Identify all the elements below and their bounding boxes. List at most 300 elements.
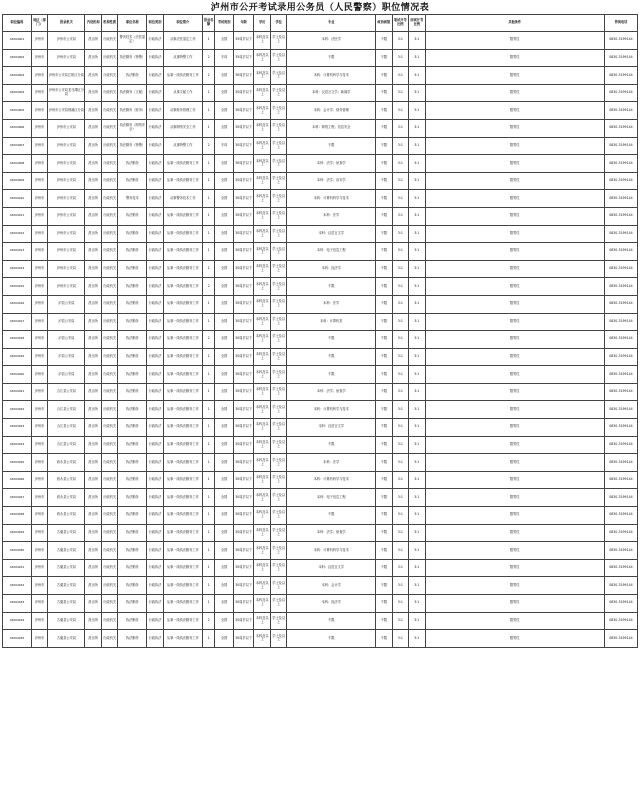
table-cell: 派出所	[85, 32, 101, 50]
table-cell: 派出所	[85, 595, 101, 613]
table-cell: 行政执法	[147, 67, 163, 85]
table-cell: 本科及以上	[254, 331, 270, 349]
table-cell: 限男性	[425, 32, 604, 50]
table-cell: 不限	[376, 49, 392, 67]
table-cell: 43204023	[3, 419, 32, 437]
table-cell: 行政执法	[147, 172, 163, 190]
column-header: 内设机构	[85, 15, 101, 32]
table-cell: 不限	[376, 419, 392, 437]
table-cell: 合江县公安局	[48, 401, 85, 419]
table-row	[3, 32, 638, 50]
table-cell: 43204015	[3, 278, 32, 296]
table-cell: 0830-3199144	[604, 137, 637, 155]
table-cell: 0830-3199144	[604, 366, 637, 384]
table-cell: 泸州市	[31, 454, 47, 472]
table-cell: 行政机关	[101, 436, 117, 454]
table-cell: 不限	[376, 507, 392, 525]
table-cell: 派出所	[85, 454, 101, 472]
table-row	[3, 595, 638, 613]
column-header: 咨询电话	[604, 15, 637, 32]
table-cell: 学士及以上	[270, 313, 286, 331]
table-cell: 执法勤务	[118, 454, 147, 472]
table-cell: 本科及以上	[254, 225, 270, 243]
table-cell: 30周岁以下	[233, 207, 254, 225]
table-cell: 0830-3199144	[604, 419, 637, 437]
table-cell: 3:1	[409, 559, 425, 577]
table-cell: 本科及以上	[254, 366, 270, 384]
table-cell: 全国	[215, 295, 234, 313]
table-cell: 限男性	[425, 419, 604, 437]
table-cell: 泸州市公安局	[48, 172, 85, 190]
table-cell: 0830-3199144	[604, 542, 637, 560]
table-cell: 30周岁以下	[233, 542, 254, 560]
table-cell: 从事一线执法勤务工作	[163, 507, 202, 525]
table-cell: 本科及以上	[254, 595, 270, 613]
table-cell: 从事一线执法勤务工作	[163, 436, 202, 454]
table-cell: 泸州市公安局	[48, 155, 85, 173]
table-cell: 不限	[287, 507, 376, 525]
table-cell: 43204005	[3, 102, 32, 120]
table-cell: 30周岁以下	[233, 243, 254, 261]
table-cell: 3:1	[392, 331, 408, 349]
table-cell: 3:1	[409, 137, 425, 155]
table-cell: 学士及以上	[270, 630, 286, 648]
table-cell: 泸州市	[31, 190, 47, 208]
table-cell: 行政机关	[101, 366, 117, 384]
table-cell: 0830-3199144	[604, 32, 637, 50]
table-cell: 本科及以上	[254, 67, 270, 85]
table-cell: 43204008	[3, 155, 32, 173]
table-row	[3, 260, 638, 278]
table-cell: 学士及以上	[270, 84, 286, 102]
table-cell: 本科及以上	[254, 524, 270, 542]
table-cell: 30周岁以下	[233, 155, 254, 173]
table-cell: 不限	[287, 331, 376, 349]
table-cell: 行政机关	[101, 331, 117, 349]
table-cell: 不限	[376, 348, 392, 366]
table-cell: 从事警务技术工作	[163, 190, 202, 208]
table-row	[3, 383, 638, 401]
table-cell: 本科及以上	[254, 172, 270, 190]
table-cell: 学士及以上	[270, 49, 286, 67]
page-title: 泸州市公开考试录用公务员（人民警察）职位情况表	[210, 3, 430, 13]
table-cell: 派出所	[85, 630, 101, 648]
table-cell: 0830-3199144	[604, 84, 637, 102]
column-header: 政治面貌	[376, 15, 392, 32]
table-cell: 派出所	[85, 137, 101, 155]
table-cell: 43204014	[3, 260, 32, 278]
table-row	[3, 524, 638, 542]
table-cell: 全国	[215, 172, 234, 190]
table-cell: 本科及以上	[254, 612, 270, 630]
table-cell: 本科：法学	[287, 454, 376, 472]
table-cell: 行政机关	[101, 313, 117, 331]
table-cell: 行政执法	[147, 331, 163, 349]
table-cell: 30周岁以下	[233, 401, 254, 419]
table-row	[3, 577, 638, 595]
table-cell: 本科：计算机科学与技术	[287, 471, 376, 489]
table-cell: 30周岁以下	[233, 489, 254, 507]
table-body	[3, 32, 638, 648]
table-cell: 行政执法	[147, 155, 163, 173]
table-cell: 全国	[215, 524, 234, 542]
table-cell: 泸州市公安局	[48, 243, 85, 261]
column-header: 考试类别	[215, 15, 234, 32]
table-cell: 1	[202, 507, 214, 525]
table-cell: 学士及以上	[270, 348, 286, 366]
table-cell: 泸州市	[31, 67, 47, 85]
table-cell: 3:1	[409, 102, 425, 120]
table-cell: 行政执法	[147, 119, 163, 137]
table-cell: 0830-3199144	[604, 524, 637, 542]
table-cell: 30周岁以下	[233, 331, 254, 349]
table-cell: 不限	[376, 278, 392, 296]
table-cell: 本科：网络工程；信息安全	[287, 119, 376, 137]
table-cell: 从事一线执法勤务工作	[163, 155, 202, 173]
table-cell: 从事财务管理工作	[163, 102, 202, 120]
table-cell: 派出所	[85, 436, 101, 454]
column-header: 职位类别	[147, 15, 163, 32]
table-cell: 全国	[215, 577, 234, 595]
table-cell: 泸州市	[31, 331, 47, 349]
table-cell: 限男性	[425, 524, 604, 542]
table-cell: 学士及以上	[270, 190, 286, 208]
table-cell: 泸州市	[31, 489, 47, 507]
table-cell: 本科：计算机类	[287, 313, 376, 331]
table-cell: 派出所	[85, 471, 101, 489]
table-cell: 不限	[376, 137, 392, 155]
table-cell: 泸州市公安局	[48, 278, 85, 296]
table-cell: 0830-3199144	[604, 295, 637, 313]
table-cell: 不限	[376, 331, 392, 349]
table-cell: 专项	[215, 49, 234, 67]
table-cell: 执法勤务	[118, 278, 147, 296]
table-cell: 全国	[215, 32, 234, 50]
table-cell: 泸州市公安局	[48, 119, 85, 137]
table-cell: 30周岁以下	[233, 419, 254, 437]
table-cell: 行政机关	[101, 260, 117, 278]
table-cell: 行政执法	[147, 507, 163, 525]
table-cell: 本科及以上	[254, 419, 270, 437]
table-cell: 学士及以上	[270, 260, 286, 278]
table-cell: 3:1	[409, 507, 425, 525]
table-cell: 泸州市	[31, 32, 47, 50]
table-cell: 全国	[215, 507, 234, 525]
table-cell: 0830-3199144	[604, 190, 637, 208]
table-cell: 43204013	[3, 243, 32, 261]
table-row	[3, 225, 638, 243]
table-cell: 3:1	[392, 225, 408, 243]
table-cell: 30周岁以下	[233, 577, 254, 595]
table-cell: 从事文秘工作	[163, 84, 202, 102]
table-cell: 0830-3199144	[604, 577, 637, 595]
table-cell: 本科及以上	[254, 32, 270, 50]
table-cell: 从事一线执法勤务工作	[163, 612, 202, 630]
table-cell: 泸州市	[31, 278, 47, 296]
table-cell: 行政机关	[101, 243, 117, 261]
table-cell: 全国	[215, 471, 234, 489]
table-cell: 古蔺县公安局	[48, 630, 85, 648]
table-cell: 行政机关	[101, 278, 117, 296]
table-cell: 本科：法学	[287, 295, 376, 313]
table-cell: 学士及以上	[270, 507, 286, 525]
table-cell: 0830-3199144	[604, 595, 637, 613]
table-cell: 合江县公安局	[48, 436, 85, 454]
table-cell: 限男性	[425, 471, 604, 489]
table-cell: 学士及以上	[270, 207, 286, 225]
table-cell: 行政执法	[147, 471, 163, 489]
table-cell: 不限	[376, 119, 392, 137]
table-cell: 执法勤务	[118, 172, 147, 190]
table-cell: 本科及以上	[254, 454, 270, 472]
table-cell: 0830-3199144	[604, 225, 637, 243]
table-cell: 专项	[215, 137, 234, 155]
table-cell: 3:1	[392, 278, 408, 296]
table-cell: 执法勤务	[118, 260, 147, 278]
table-cell: 行政机关	[101, 401, 117, 419]
table-cell: 不限	[287, 630, 376, 648]
table-cell: 30周岁以下	[233, 595, 254, 613]
table-cell: 3:1	[409, 366, 425, 384]
table-cell: 全国	[215, 595, 234, 613]
table-cell: 派出所	[85, 49, 101, 67]
table-cell: 派出所	[85, 612, 101, 630]
table-cell: 行政执法	[147, 559, 163, 577]
table-cell: 泸州市公安局	[48, 260, 85, 278]
table-cell: 本科及以上	[254, 348, 270, 366]
table-cell: 学士及以上	[270, 454, 286, 472]
table-cell: 43204034	[3, 612, 32, 630]
table-cell: 3:1	[392, 612, 408, 630]
table-cell: 1	[202, 119, 214, 137]
table-row	[3, 67, 638, 85]
table-cell: 行政执法	[147, 207, 163, 225]
table-cell: 泸县公安局	[48, 295, 85, 313]
table-row	[3, 102, 638, 120]
table-cell: 全国	[215, 67, 234, 85]
table-cell: 行政执法	[147, 102, 163, 120]
table-cell: 派出所	[85, 348, 101, 366]
table-cell: 3:1	[392, 348, 408, 366]
table-cell: 30周岁以下	[233, 67, 254, 85]
table-cell: 限男性	[425, 436, 604, 454]
table-cell: 泸州市	[31, 595, 47, 613]
table-cell: 1	[202, 630, 214, 648]
table-cell: 学士及以上	[270, 489, 286, 507]
table-cell: 不限	[287, 612, 376, 630]
table-cell: 行政机关	[101, 137, 117, 155]
table-cell: 执法勤务	[118, 524, 147, 542]
table-cell: 全国	[215, 278, 234, 296]
table-cell: 派出所	[85, 295, 101, 313]
table-cell: 0830-3199144	[604, 331, 637, 349]
table-cell: 本科及以上	[254, 137, 270, 155]
table-cell: 行政执法	[147, 49, 163, 67]
table-cell: 3:1	[392, 137, 408, 155]
table-cell: 不限	[376, 436, 392, 454]
column-header: 机构性质	[101, 15, 117, 32]
table-cell: 行政执法	[147, 630, 163, 648]
table-cell: 3:1	[409, 155, 425, 173]
table-cell: 不限	[376, 454, 392, 472]
table-cell: 古蔺县公安局	[48, 595, 85, 613]
column-header: 招录机关	[48, 15, 85, 32]
table-cell: 本科及以上	[254, 577, 270, 595]
table-cell: 43204009	[3, 172, 32, 190]
table-cell: 泸州市	[31, 383, 47, 401]
table-cell: 行政执法	[147, 419, 163, 437]
table-row	[3, 155, 638, 173]
table-cell: 派出所	[85, 489, 101, 507]
table-cell: 本科及以上	[254, 243, 270, 261]
table-cell: 1	[202, 102, 214, 120]
table-row	[3, 366, 638, 384]
table-row	[3, 471, 638, 489]
table-cell: 43204012	[3, 225, 32, 243]
column-header: 专业	[287, 15, 376, 32]
table-cell: 3:1	[409, 383, 425, 401]
table-cell: 从事一线执法勤务工作	[163, 595, 202, 613]
table-cell: 派出所	[85, 172, 101, 190]
table-cell: 3:1	[392, 401, 408, 419]
table-cell: 泸州市	[31, 313, 47, 331]
table-cell: 古蔺县公安局	[48, 577, 85, 595]
table-cell: 限男性	[425, 401, 604, 419]
table-cell: 43204030	[3, 542, 32, 560]
table-cell: 学士及以上	[270, 524, 286, 542]
table-cell: 行政机关	[101, 102, 117, 120]
table-cell: 0830-3199144	[604, 348, 637, 366]
table-cell: 行政执法	[147, 260, 163, 278]
table-cell: 警务技术（法医鉴定）	[118, 32, 147, 50]
table-cell: 43204033	[3, 595, 32, 613]
table-cell: 学士及以上	[270, 577, 286, 595]
table-cell: 3:1	[392, 207, 408, 225]
column-header: 地区（部门）	[31, 15, 47, 32]
table-cell: 泸州市	[31, 436, 47, 454]
table-row	[3, 542, 638, 560]
table-cell: 从事一线执法勤务工作	[163, 454, 202, 472]
table-cell: 0830-3199144	[604, 49, 637, 67]
table-cell: 执法勤务	[118, 419, 147, 437]
table-cell: 行政机关	[101, 84, 117, 102]
table-cell: 全国	[215, 612, 234, 630]
table-cell: 行政执法	[147, 436, 163, 454]
table-cell: 3:1	[409, 67, 425, 85]
table-cell: 泸州市公安局	[48, 32, 85, 50]
table-cell: 43204001	[3, 32, 32, 50]
table-cell: 3:1	[392, 190, 408, 208]
table-cell: 执法勤务（财务）	[118, 102, 147, 120]
table-row	[3, 243, 638, 261]
table-cell: 派出所	[85, 155, 101, 173]
table-cell: 行政机关	[101, 454, 117, 472]
table-cell: 43204027	[3, 489, 32, 507]
table-cell: 3:1	[392, 595, 408, 613]
table-cell: 3:1	[392, 630, 408, 648]
table-cell: 3:1	[392, 102, 408, 120]
table-cell: 行政机关	[101, 32, 117, 50]
table-cell: 本科：汉语言文学	[287, 559, 376, 577]
table-cell: 30周岁以下	[233, 119, 254, 137]
table-cell: 泸州市公安局纳溪区分局	[48, 102, 85, 120]
table-cell: 30周岁以下	[233, 524, 254, 542]
table-cell: 不限	[376, 489, 392, 507]
table-cell: 泸州市	[31, 401, 47, 419]
table-cell: 学士及以上	[270, 331, 286, 349]
table-cell: 43204021	[3, 383, 32, 401]
table-cell: 行政机关	[101, 172, 117, 190]
table-cell: 本科：法学；侦查学	[287, 524, 376, 542]
table-cell: 行政机关	[101, 207, 117, 225]
table-cell: 行政机关	[101, 225, 117, 243]
table-cell: 警务技术	[118, 190, 147, 208]
table-cell: 限男性	[425, 119, 604, 137]
table-cell: 从事一线执法勤务工作	[163, 225, 202, 243]
table-cell: 行政执法	[147, 454, 163, 472]
table-cell: 行政执法	[147, 84, 163, 102]
table-cell: 行政机关	[101, 119, 117, 137]
table-cell: 1	[202, 260, 214, 278]
table-cell: 1	[202, 559, 214, 577]
table-cell: 30周岁以下	[233, 84, 254, 102]
column-header: 学历	[254, 15, 270, 32]
table-cell: 30周岁以下	[233, 102, 254, 120]
table-cell: 30周岁以下	[233, 436, 254, 454]
table-cell: 35周岁以下	[233, 32, 254, 50]
table-cell: 行政执法	[147, 313, 163, 331]
table-cell: 执法勤务	[118, 595, 147, 613]
table-cell: 学士及以上	[270, 471, 286, 489]
table-cell: 3:1	[392, 454, 408, 472]
table-cell: 本科：汉语言文学	[287, 419, 376, 437]
table-cell: 泸州市	[31, 243, 47, 261]
table-cell: 3:1	[409, 577, 425, 595]
table-cell: 3:1	[409, 49, 425, 67]
table-cell: 执法勤务	[118, 542, 147, 560]
table-cell: 全国	[215, 84, 234, 102]
table-cell: 泸州市	[31, 507, 47, 525]
table-cell: 30周岁以下	[233, 190, 254, 208]
table-cell: 执法勤务	[118, 471, 147, 489]
table-cell: 合江县公安局	[48, 383, 85, 401]
table-cell: 不限	[287, 49, 376, 67]
table-cell: 43204019	[3, 348, 32, 366]
table-cell: 泸州市	[31, 102, 47, 120]
table-cell: 学士及以上	[270, 119, 286, 137]
table-cell: 1	[202, 366, 214, 384]
table-cell: 不限	[376, 32, 392, 50]
table-cell: 0830-3199144	[604, 559, 637, 577]
table-cell: 限男性	[425, 366, 604, 384]
table-cell: 30周岁以下	[233, 348, 254, 366]
table-cell: 3:1	[409, 225, 425, 243]
table-cell: 执法勤务	[118, 313, 147, 331]
table-cell: 3:1	[409, 190, 425, 208]
table-cell: 派出所	[85, 84, 101, 102]
table-cell: 43204018	[3, 331, 32, 349]
table-cell: 全国	[215, 313, 234, 331]
table-cell: 不限	[376, 207, 392, 225]
table-cell: 限男性	[425, 225, 604, 243]
column-header: 招录名额	[202, 15, 214, 32]
table-cell: 学士及以上	[270, 595, 286, 613]
table-cell: 不限	[376, 542, 392, 560]
table-cell: 43204010	[3, 190, 32, 208]
table-cell: 本科：法学；治安学	[287, 172, 376, 190]
table-cell: 1	[202, 436, 214, 454]
table-cell: 本科及以上	[254, 542, 270, 560]
